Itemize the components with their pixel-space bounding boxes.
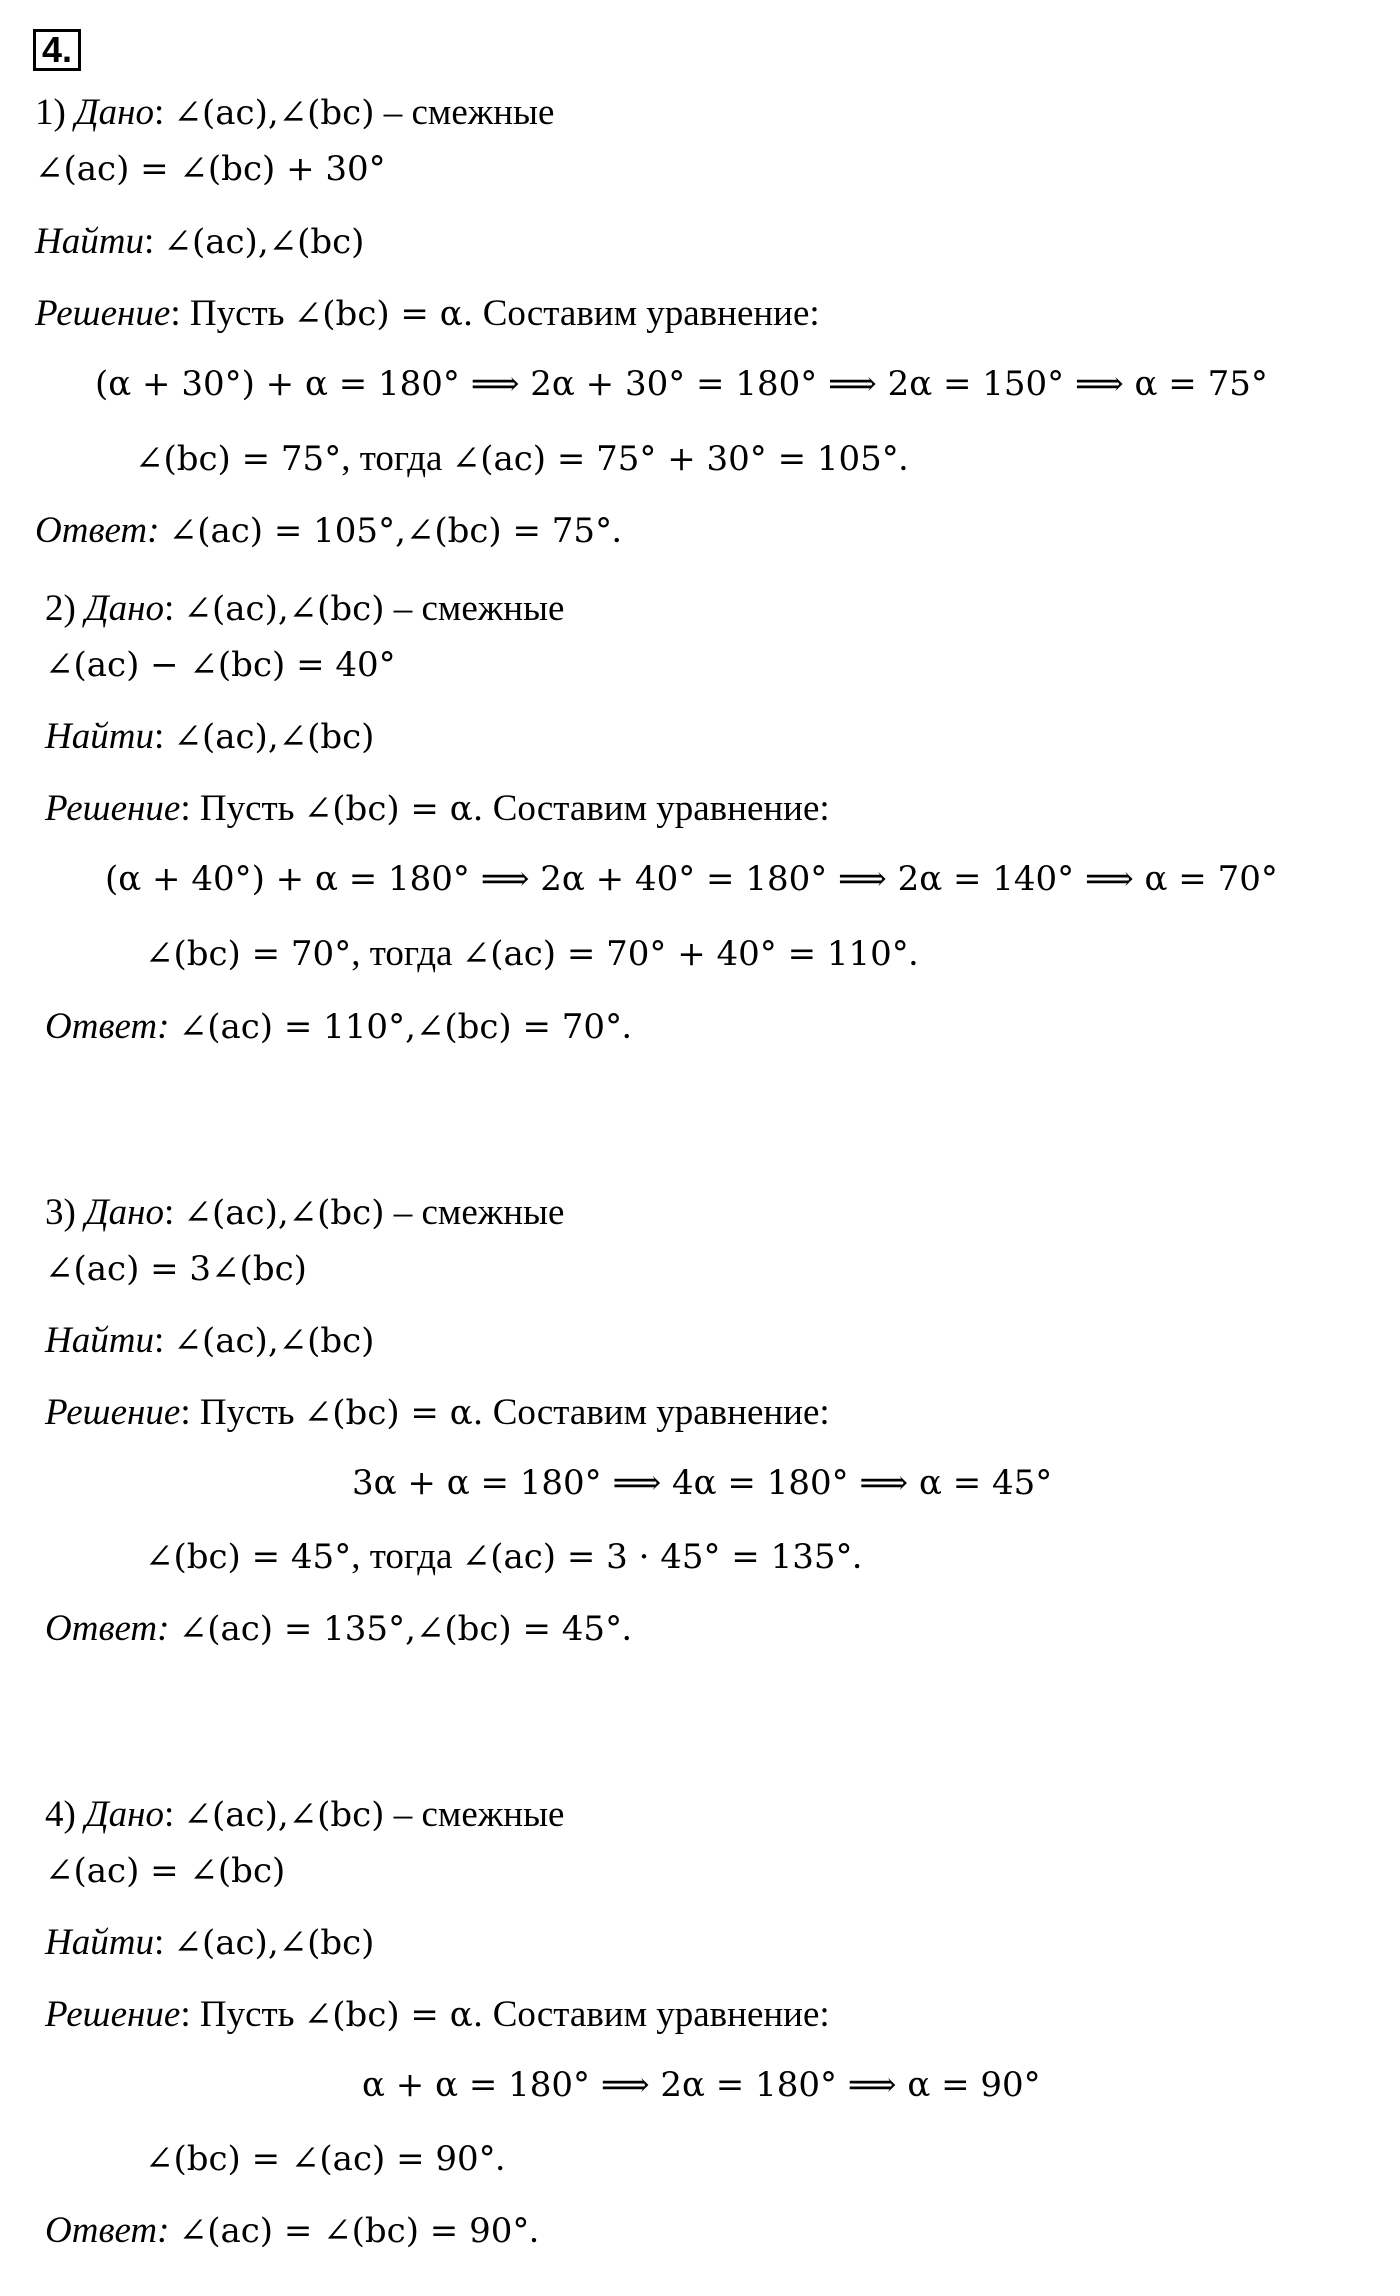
- answer-math: ∠(ac) = ∠(bc) = 90°: [178, 2211, 530, 2251]
- result-line: [145, 935, 918, 972]
- result-line: [145, 1538, 862, 1575]
- result-text: , тогда: [351, 1536, 462, 1577]
- given-math: ∠(ac),∠(bc): [183, 589, 385, 629]
- solution-line: [45, 1996, 830, 2033]
- find-line: [45, 1924, 374, 1961]
- result-text: .: [898, 438, 909, 479]
- result-math: ∠(bc) = 70°: [145, 934, 352, 974]
- solution-text: Составим уравнение:: [483, 1994, 830, 2035]
- separator: :: [153, 1922, 174, 1963]
- answer-label: Ответ:: [45, 1006, 179, 1047]
- solution-line: [35, 295, 820, 332]
- given-line: [35, 94, 554, 131]
- solution-text: : Пусть: [180, 1392, 304, 1433]
- answer-label: Ответ:: [45, 2210, 179, 2251]
- equation-line: 3α + α = 180° ⟹ 4α = 180° ⟹ α = 45°: [352, 1463, 1053, 1503]
- equation-line: (α + 40°) + α = 180° ⟹ 2α + 40° = 180° ⟹ 2α = 140° ⟹ α = 70°: [105, 859, 1278, 899]
- result-text: .: [908, 933, 919, 974]
- answer-math: ∠(ac) = 135°,∠(bc) = 45°: [178, 1609, 623, 1649]
- solution-math: ∠(bc) = α.: [303, 789, 484, 829]
- result-text: , тогда: [341, 438, 452, 479]
- answer-line: [35, 512, 621, 549]
- solution-text: : Пусть: [180, 1994, 304, 2035]
- separator: :: [153, 1320, 174, 1361]
- solution-text: : Пусть: [180, 788, 304, 829]
- solution-text: : Пусть: [170, 293, 294, 334]
- result-math: ∠(ac) = 75° + 30° = 105°: [451, 439, 899, 479]
- find-line: [45, 1322, 374, 1359]
- solution-math: ∠(bc) = α.: [303, 1393, 484, 1433]
- condition-line: ∠(ac) = 3∠(bc): [45, 1249, 307, 1289]
- answer-text: .: [622, 1006, 632, 1047]
- result-math: ∠(ac) = 3 · 45° = 135°: [461, 1537, 853, 1577]
- solution-text: Составим уравнение:: [473, 293, 820, 334]
- answer-math: ∠(ac) = 105°,∠(bc) = 75°: [168, 511, 613, 551]
- separator: :: [163, 588, 184, 629]
- answer-line: [45, 1008, 631, 1045]
- item-number: 2): [45, 588, 76, 629]
- given-math: ∠(ac),∠(bc): [173, 93, 375, 133]
- find-line: [45, 718, 374, 755]
- item-number: 4): [45, 1794, 76, 1835]
- solution-text: Составим уравнение:: [483, 1392, 830, 1433]
- result-line: [145, 2140, 505, 2177]
- separator: :: [153, 92, 174, 133]
- solution-label: Решение: [45, 1994, 181, 2035]
- separator: :: [153, 716, 174, 757]
- find-math: ∠(ac),∠(bc): [173, 717, 375, 757]
- result-math: ∠(ac) = 70° + 40° = 110°: [461, 934, 909, 974]
- separator: :: [163, 1794, 184, 1835]
- find-math: ∠(ac),∠(bc): [173, 1321, 375, 1361]
- solution-label: Решение: [45, 788, 181, 829]
- find-math: ∠(ac),∠(bc): [163, 222, 365, 262]
- task-number: 4.: [33, 29, 81, 71]
- item-number: 1): [35, 92, 66, 133]
- solution-math: ∠(bc) = α.: [303, 1995, 484, 2035]
- find-math: ∠(ac),∠(bc): [173, 1923, 375, 1963]
- result-text: .: [852, 1536, 862, 1577]
- separator: :: [143, 221, 164, 262]
- solution-line: [45, 1394, 830, 1431]
- answer-text: .: [622, 1608, 632, 1649]
- solution-label: Решение: [45, 1392, 181, 1433]
- condition-line: ∠(ac) = ∠(bc) + 30°: [35, 149, 386, 189]
- solution-line: [45, 790, 830, 827]
- given-line: [45, 1796, 564, 1833]
- find-label: Найти: [45, 716, 154, 757]
- answer-line: [45, 1610, 631, 1647]
- given-label: Дано: [85, 588, 164, 629]
- item-number: 3): [45, 1192, 76, 1233]
- answer-text: .: [529, 2210, 539, 2251]
- given-label: Дано: [85, 1192, 164, 1233]
- given-text: – смежные: [374, 92, 555, 133]
- given-math: ∠(ac),∠(bc): [183, 1795, 385, 1835]
- answer-line: [45, 2212, 539, 2249]
- result-math: ∠(bc) = 75°: [135, 439, 342, 479]
- condition-line: ∠(ac) = ∠(bc): [45, 1851, 286, 1891]
- given-line: [45, 590, 564, 627]
- answer-math: ∠(ac) = 110°,∠(bc) = 70°: [178, 1007, 623, 1047]
- solution-label: Решение: [35, 293, 171, 334]
- find-label: Найти: [35, 221, 144, 262]
- given-text: – смежные: [384, 588, 565, 629]
- answer-label: Ответ:: [35, 510, 169, 551]
- result-line: [135, 440, 908, 477]
- given-label: Дано: [85, 1794, 164, 1835]
- find-label: Найти: [45, 1320, 154, 1361]
- result-math: ∠(bc) = ∠(ac) = 90°: [145, 2139, 496, 2179]
- given-label: Дано: [75, 92, 154, 133]
- given-text: – смежные: [384, 1192, 565, 1233]
- answer-label: Ответ:: [45, 1608, 179, 1649]
- condition-line: ∠(ac) − ∠(bc) = 40°: [45, 645, 396, 685]
- find-line: [35, 223, 364, 260]
- result-text: .: [495, 2138, 505, 2179]
- answer-text: .: [612, 510, 622, 551]
- find-label: Найти: [45, 1922, 154, 1963]
- equation-line: (α + 30°) + α = 180° ⟹ 2α + 30° = 180° ⟹ 2α = 150° ⟹ α = 75°: [95, 364, 1268, 404]
- result-math: ∠(bc) = 45°: [145, 1537, 352, 1577]
- given-text: – смежные: [384, 1794, 565, 1835]
- solution-math: ∠(bc) = α.: [293, 294, 474, 334]
- solution-text: Составим уравнение:: [483, 788, 830, 829]
- given-line: [45, 1194, 564, 1231]
- given-math: ∠(ac),∠(bc): [183, 1193, 385, 1233]
- result-text: , тогда: [351, 933, 462, 974]
- equation-line: α + α = 180° ⟹ 2α = 180° ⟹ α = 90°: [362, 2065, 1041, 2105]
- separator: :: [163, 1192, 184, 1233]
